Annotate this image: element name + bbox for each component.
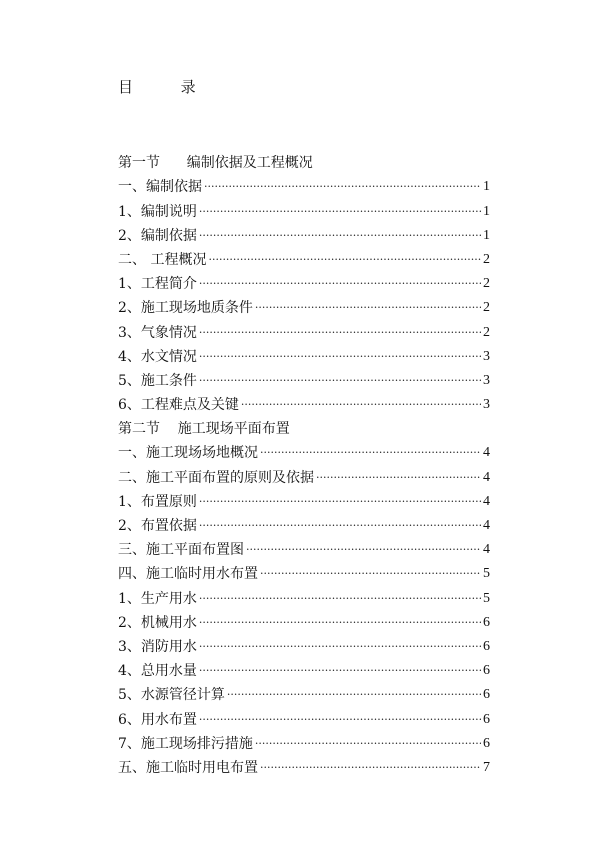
toc-page-number: 6 [483, 687, 490, 703]
toc-page-number: 3 [483, 348, 490, 364]
toc-entry[interactable] [118, 342, 490, 366]
toc-leader-dots [199, 662, 481, 680]
toc-entry[interactable] [118, 438, 490, 462]
toc-page-number: 4 [483, 493, 490, 509]
toc-entry[interactable] [118, 487, 490, 511]
toc-entry-label: 1、工程简介 [118, 276, 197, 293]
table-of-contents [118, 148, 490, 777]
page-title: 目 录 [118, 78, 196, 96]
toc-page-number: 1 [483, 179, 490, 195]
toc-entry-label: 3、气象情况 [118, 324, 197, 341]
toc-entry[interactable] [118, 656, 490, 680]
toc-page-number: 4 [483, 542, 490, 558]
toc-page-number: 1 [483, 203, 490, 219]
toc-entry[interactable] [118, 729, 490, 753]
toc-page-number: 6 [483, 663, 490, 679]
toc-entry[interactable] [118, 390, 490, 414]
toc-page-number: 2 [483, 251, 490, 267]
toc-leader-dots [255, 299, 481, 317]
toc-entry-label: 1、布置原则 [118, 493, 197, 510]
toc-leader-dots [199, 638, 481, 656]
toc-page-number: 3 [483, 397, 490, 413]
toc-section-heading [118, 414, 490, 438]
toc-page-number: 2 [483, 300, 490, 316]
toc-leader-dots [260, 565, 481, 583]
toc-leader-dots [199, 614, 481, 632]
toc-leader-dots [260, 759, 481, 777]
toc-leader-dots [204, 178, 481, 196]
toc-entry-label: 第一节 编制依据及工程概况 [118, 155, 313, 172]
toc-entry[interactable] [118, 753, 490, 777]
toc-entry[interactable] [118, 196, 490, 220]
toc-entry[interactable] [118, 535, 490, 559]
toc-entry-label: 二、 工程概况 [118, 251, 207, 268]
toc-leader-dots [260, 444, 481, 462]
toc-entry[interactable] [118, 245, 490, 269]
toc-entry-label: 三、施工平面布置图 [118, 542, 244, 559]
toc-leader-dots [199, 590, 481, 608]
toc-entry[interactable] [118, 269, 490, 293]
toc-entry[interactable] [118, 583, 490, 607]
toc-entry-label: 二、施工平面布置的原则及依据 [118, 469, 314, 486]
toc-leader-dots [199, 275, 481, 293]
toc-entry[interactable] [118, 317, 490, 341]
toc-leader-dots [241, 396, 481, 414]
toc-entry-label: 6、工程难点及关键 [118, 397, 239, 414]
toc-leader-dots [199, 227, 481, 245]
toc-leader-dots [199, 372, 481, 390]
toc-entry[interactable] [118, 511, 490, 535]
toc-entry-label: 4、水文情况 [118, 348, 197, 365]
toc-entry-label: 3、消防用水 [118, 638, 197, 655]
toc-page-number: 5 [483, 566, 490, 582]
toc-entry-label: 2、机械用水 [118, 614, 197, 631]
toc-entry-label: 1、编制说明 [118, 203, 197, 220]
toc-page-number: 4 [483, 445, 490, 461]
toc-page-number: 4 [483, 469, 490, 485]
toc-page-number: 2 [483, 324, 490, 340]
toc-leader-dots [199, 324, 481, 342]
toc-entry-label: 6、用水布置 [118, 711, 197, 728]
toc-leader-dots [199, 493, 481, 511]
toc-entry-label: 一、编制依据 [118, 179, 202, 196]
toc-page-number: 2 [483, 276, 490, 292]
toc-leader-dots [227, 686, 481, 704]
toc-leader-dots [199, 348, 481, 366]
toc-entry[interactable] [118, 559, 490, 583]
toc-leader-dots [199, 203, 481, 221]
toc-entry-label: 1、生产用水 [118, 590, 197, 607]
toc-entry-label: 7、施工现场排污措施 [118, 735, 253, 752]
toc-entry-label: 四、施工临时用水布置 [118, 566, 258, 583]
toc-entry-label: 2、施工现场地质条件 [118, 300, 253, 317]
toc-page-number: 6 [483, 614, 490, 630]
toc-entry[interactable] [118, 293, 490, 317]
toc-entry-label: 4、总用水量 [118, 663, 197, 680]
toc-leader-dots [199, 711, 481, 729]
toc-page-number: 4 [483, 518, 490, 533]
toc-entry[interactable] [118, 632, 490, 656]
toc-entry-label: 2、布置依据 [118, 518, 197, 534]
toc-page-number: 1 [483, 227, 490, 243]
toc-section-heading [118, 148, 490, 172]
toc-entry-label: 五、施工临时用电布置 [118, 759, 258, 776]
toc-leader-dots [208, 251, 481, 269]
toc-page-number: 7 [483, 759, 490, 775]
toc-entry[interactable] [118, 608, 490, 632]
toc-leader-dots [246, 541, 481, 559]
toc-page-number: 3 [483, 372, 490, 388]
toc-entry-label: 第二节 施工现场平面布置 [118, 421, 290, 438]
toc-leader-dots [255, 735, 481, 753]
toc-entry-label: 一、施工现场场地概况 [118, 445, 258, 462]
toc-entry[interactable] [118, 704, 490, 728]
toc-entry[interactable] [118, 680, 490, 704]
toc-entry-label: 2、编制依据 [118, 227, 197, 244]
toc-leader-dots [199, 517, 481, 535]
toc-entry[interactable] [118, 462, 490, 486]
toc-leader-dots [316, 469, 481, 487]
toc-page-number: 5 [483, 590, 490, 606]
toc-page-number: 6 [483, 711, 490, 727]
toc-page-number: 6 [483, 735, 490, 751]
toc-page-number: 6 [483, 638, 490, 654]
toc-entry[interactable] [118, 172, 490, 196]
toc-entry-label: 5、水源管径计算 [118, 687, 225, 704]
toc-entry[interactable] [118, 366, 490, 390]
toc-entry-label: 5、施工条件 [118, 372, 197, 389]
toc-entry[interactable] [118, 221, 490, 245]
